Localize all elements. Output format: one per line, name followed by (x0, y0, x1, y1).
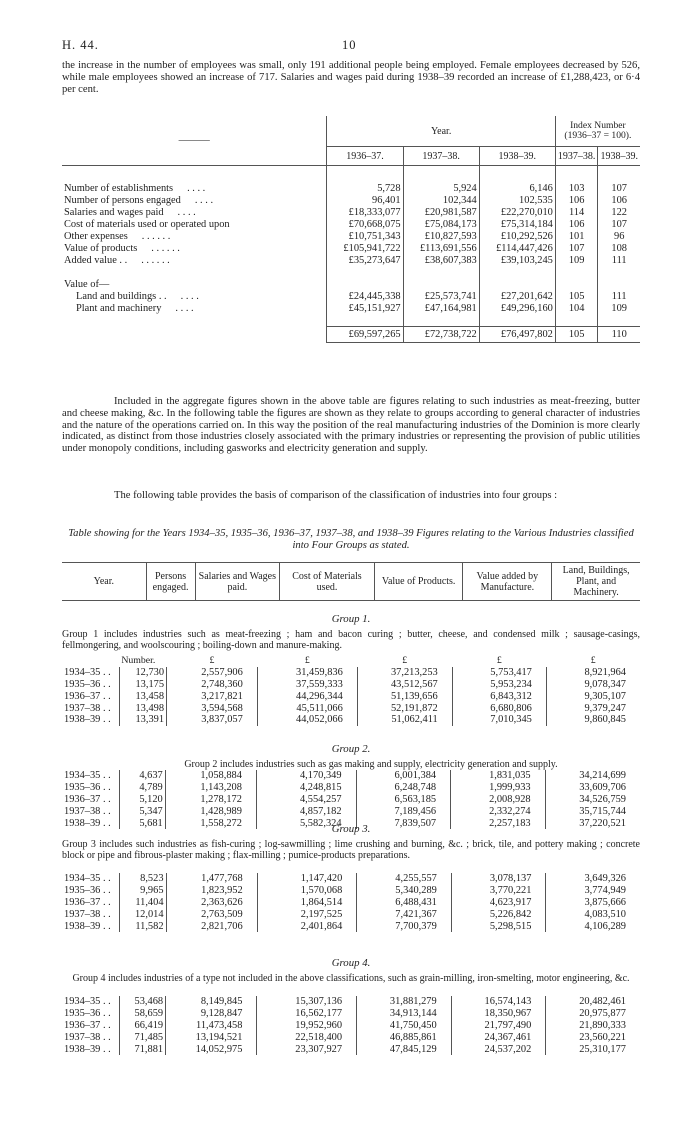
table-cell: 101 (555, 230, 598, 242)
table-cell: £24,445,338 (327, 290, 403, 302)
table-cell: 45,511,066 (257, 702, 357, 714)
year-cell: 1934–35 . . (64, 667, 111, 679)
group-2-description: Group 2 includes industries such as gas making and supply, electricity generation and supply. (184, 759, 558, 770)
table-cell: 102,344 (403, 194, 479, 206)
table-caption: Table showing for the Years 1934–35, 1935–36, 1936–37, 1937–38, and 1938–39 Figures relating to the Various Industries classified into Four Groups as stated. (68, 528, 634, 551)
table-cell: 33,609,706 (545, 782, 640, 794)
col-index-1938-39: 1938–39. (598, 147, 640, 166)
table-cell: 9,305,107 (546, 690, 640, 702)
table-row (62, 1043, 640, 1055)
year-cell: 1937–38 . . (64, 908, 111, 920)
table-row (62, 885, 640, 897)
year-cell: 1938–39 . . (64, 817, 111, 829)
table-cell: £113,691,556 (403, 242, 479, 254)
table-cell: 9,860,845 (546, 714, 640, 726)
row-leader-dots: . . . . . . (141, 230, 171, 242)
table-cell: 122 (598, 206, 640, 218)
row-leader-dots: . . . . (187, 182, 206, 194)
table-cell: 24,367,461 (451, 1031, 546, 1043)
table-cell: 2,197,525 (257, 908, 357, 920)
table-cell: 3,875,666 (546, 897, 640, 909)
table-cell: 6,680,806 (452, 702, 546, 714)
table-cell: 6,843,312 (452, 690, 546, 702)
table-cell: £49,296,160 (479, 302, 555, 314)
total-1938-39: £76,497,802 (479, 327, 555, 343)
table-cell: 5,753,417 (452, 667, 546, 679)
table-cell: £10,751,343 (327, 230, 403, 242)
year-cell: 1936–37 . . (64, 793, 111, 805)
unit-label: £ (496, 655, 502, 667)
table-row (62, 206, 640, 218)
table-cell: 7,010,345 (452, 714, 546, 726)
table-cell: 51,139,656 (357, 690, 452, 702)
group-4-table (62, 996, 640, 1055)
year-cell: 1937–38 . . (64, 702, 111, 714)
year-cell: 1934–35 . . (64, 770, 111, 782)
row-leader-dots: . . . . . . (151, 242, 180, 254)
table-cell: 3,594,568 (167, 702, 258, 714)
total-row (62, 327, 640, 343)
table-cell: 35,715,744 (545, 805, 640, 817)
group-1-table (62, 655, 640, 726)
table-cell: 34,526,759 (545, 794, 640, 806)
year-cell: 1935–36 . . (64, 678, 111, 690)
table-cell: 4,789 (119, 782, 165, 794)
table-cell: 51,062,411 (357, 714, 452, 726)
table-row (62, 897, 640, 909)
table-cell: £10,292,526 (479, 230, 555, 242)
year-cell: 1935–36 . . (64, 1008, 111, 1020)
row-leader-dots: . . . . (180, 290, 199, 302)
year-cell: 1934–35 . . (64, 996, 111, 1008)
table-cell: 5,226,842 (451, 908, 546, 920)
table-row (62, 290, 640, 302)
table-cell: 5,924 (403, 182, 479, 194)
table-cell: 47,845,129 (357, 1043, 452, 1055)
explanation-paragraph: Included in the aggregate figures shown in the above table are figures relating to such industries as meat-freezing, butter and cheese making, &c. In the following table the figures are shown as they relate to groups according to general character of industries and the nature of the operations carried on. In this way the position of the real manufacturing industries of the Dominion is more clearly indicated, as distinct from those industries closely associated with the primary industries or representing the provision of public utilities under monopoly conditions, including gasworks and electricity generation and supply. (62, 396, 640, 455)
table-row (62, 782, 640, 794)
table-cell: 3,774,949 (546, 885, 640, 897)
table-cell: 21,797,490 (451, 1020, 546, 1032)
table-cell: 2,257,183 (451, 817, 546, 829)
row-leader-dots: . . . . (175, 302, 194, 314)
table-cell: £114,447,426 (479, 242, 555, 254)
col-1937-38: 1937–38. (403, 147, 479, 166)
total-1937-38: £72,738,722 (403, 327, 479, 343)
table-cell: 108 (598, 242, 640, 254)
table-cell: 31,459,836 (257, 667, 357, 679)
table-cell: 1,999,933 (451, 782, 546, 794)
table-row (62, 679, 640, 691)
table-cell: 107 (598, 182, 640, 194)
table-row (62, 690, 640, 702)
table-cell: 5,340,289 (357, 885, 452, 897)
head-persons: Persons engaged. (146, 563, 195, 601)
table-cell: 6,146 (479, 182, 555, 194)
total-index-1938-39: 110 (598, 327, 640, 343)
row-label (62, 218, 327, 230)
table-cell: 5,728 (327, 182, 403, 194)
table-cell: 58,659 (119, 1008, 165, 1020)
row-label (62, 290, 327, 302)
group-table-header (62, 562, 640, 601)
table-cell: 8,149,845 (166, 996, 257, 1008)
summary-table: ——— Year. Index Number (1936–37 = 100). 1936–37. 1937–38. 1938–39. 1937–38. 1938–39. Number of establishments . . . . 5,728 5,924 6,146 103 107 Number of persons engaged . . . . 96,401 102,344 102,535 106 106 Salaries and wages paid . . . . £18,333,077 £20,981,587 £22,270,010 114 122 Cost of materials used or operated upon £70,668,075 £75,084,173 £75,314,184 106 107 Other expenses . . . . . . £10,751,343 £10,827,593 £10,292,526 101 96 Value of products . . . . . . £105,941,722 £113,691,556 £114,447,426 107 108 Added value . . . . . . . . £35,273,647 £38,607,383 £39,103,245 109 111 Value of— Land and buildings . . . . . . £24,445,338 £25,573,741 £27,201,642 105 111 Plant and machinery . . . . £45,151,927 £47,164,981 £49,296,160 104 109 £69,597,265 £72,738,722 £76,497,802 105 110 (62, 116, 640, 343)
table-cell: 1,278,172 (165, 794, 256, 806)
table-row (62, 194, 640, 206)
table-row (62, 254, 640, 266)
table-cell: 11,473,458 (166, 1020, 257, 1032)
table-cell: 107 (598, 218, 640, 230)
table-row (62, 182, 640, 194)
page-number: 10 (342, 38, 357, 52)
index-header: Index Number (1936–37 = 100). (555, 116, 640, 147)
unit-label: £ (304, 655, 310, 667)
year-cell: 1934–35 . . (64, 873, 111, 885)
table-cell: £38,607,383 (403, 254, 479, 266)
table-cell: 44,296,344 (257, 690, 357, 702)
year-cell: 1937–38 . . (64, 805, 111, 817)
table-cell: 2,401,864 (257, 920, 357, 932)
table-cell: 4,255,557 (357, 873, 452, 885)
year-cell: 1935–36 . . (64, 885, 111, 897)
table-cell: £105,941,722 (327, 242, 403, 254)
group-3-title: Group 3. (331, 823, 371, 835)
table-cell: 19,952,960 (257, 1020, 357, 1032)
table-cell: 9,965 (119, 885, 166, 897)
table-cell: 7,189,456 (356, 805, 451, 817)
table-cell: £75,314,184 (479, 218, 555, 230)
table-cell: 1,558,272 (165, 817, 256, 829)
table-cell: £22,270,010 (479, 206, 555, 218)
col-1936-37: 1936–37. (327, 147, 403, 166)
table-cell: 3,217,821 (167, 690, 258, 702)
table-cell: 1,143,208 (165, 782, 256, 794)
table-cell: 4,248,815 (256, 782, 356, 794)
table-cell: 6,248,748 (356, 782, 451, 794)
table-cell: 16,562,177 (257, 1008, 357, 1020)
table-cell: 31,881,279 (357, 996, 452, 1008)
table-cell: 7,839,507 (356, 817, 451, 829)
table-cell: 2,363,626 (166, 897, 257, 909)
table-row (62, 667, 640, 679)
table-cell: 46,885,861 (357, 1031, 452, 1043)
table-cell: 109 (598, 302, 640, 314)
table-cell: 15,307,136 (257, 996, 357, 1008)
unit-label: £ (402, 655, 408, 667)
row-label (62, 302, 327, 314)
group-3-description: Group 3 includes such industries as fish-curing ; log-sawmilling ; lime crushing and burning, &c. ; brick, tile, and pottery making ; concrete block or pipe and fibrous-plaster making ; flax-milling ; pumice-products preparations. (62, 839, 640, 862)
head-year: Year. (62, 563, 146, 601)
table-cell: 4,554,257 (256, 794, 356, 806)
table-row (62, 996, 640, 1008)
table-cell: 3,649,326 (546, 873, 640, 885)
table-cell: 12,014 (119, 908, 166, 920)
table-cell: 1,477,768 (166, 873, 257, 885)
row-label (62, 194, 327, 206)
row-leader-dots: . . . . (177, 206, 196, 218)
table-cell: 12,730 (119, 667, 166, 679)
year-header: Year. (327, 116, 555, 147)
group-1-description: Group 1 includes industries such as meat-freezing ; ham and bacon curing ; butter, cheese, and condensed milk ; sausage-casings, fellmongering, and woolscouring ; boiling-down and manure-making. (62, 629, 640, 652)
table-cell: 8,921,964 (546, 667, 640, 679)
year-cell: 1938–39 . . (64, 714, 111, 726)
table-cell: 53,468 (119, 996, 165, 1008)
group-4-description: Group 4 includes industries of a type not included in the above classifications, such as grain-milling, iron-smelting, motor engineering, &c. (72, 973, 630, 984)
table-cell: 21,890,333 (546, 1020, 640, 1032)
table-cell: 22,518,400 (257, 1031, 357, 1043)
document-reference: H. 44. (62, 38, 99, 52)
table-row (62, 242, 640, 254)
table-cell: 2,557,906 (167, 667, 258, 679)
table-cell: 1,147,420 (257, 873, 357, 885)
table-cell: 5,681 (119, 817, 165, 829)
table-cell: £20,981,587 (403, 206, 479, 218)
head-land: Land, Buildings, Plant, and Machinery. (552, 563, 640, 601)
table-cell: 102,535 (479, 194, 555, 206)
year-cell: 1936–37 . . (64, 1019, 111, 1031)
table-cell: 11,582 (119, 920, 166, 932)
head-added: Value added by Manufacture. (463, 563, 552, 601)
table-cell: 5,120 (119, 794, 165, 806)
table-cell: 106 (555, 194, 598, 206)
table-cell: 3,770,221 (451, 885, 546, 897)
table-cell: 109 (555, 254, 598, 266)
row-label-text: Number of persons engaged (64, 194, 181, 206)
row-label-text: Salaries and wages paid (64, 206, 164, 218)
table-cell: 106 (598, 194, 640, 206)
table-cell: 18,350,967 (451, 1008, 546, 1020)
table-row (62, 873, 640, 885)
table-row (62, 805, 640, 817)
comparison-paragraph: The following table provides the basis of comparison of the classification of industries into four groups : (114, 490, 558, 501)
year-cell: 1938–39 . . (64, 920, 111, 932)
table-cell: 1,823,952 (166, 885, 257, 897)
table-cell: 5,582,324 (256, 817, 356, 829)
row-label-text: Other expenses (64, 230, 128, 242)
table-cell: 16,574,143 (451, 996, 546, 1008)
table-cell: 5,347 (119, 805, 165, 817)
table-cell: 105 (555, 290, 598, 302)
col-index-1937-38: 1937–38. (555, 147, 598, 166)
year-cell: 1935–36 . . (64, 782, 111, 794)
table-cell: £27,201,642 (479, 290, 555, 302)
year-cell: 1938–39 . . (64, 1043, 111, 1055)
table-cell: 2,008,928 (451, 794, 546, 806)
table-row (62, 714, 640, 726)
row-label (62, 230, 327, 242)
table-cell: £35,273,647 (327, 254, 403, 266)
table-cell: 6,488,431 (357, 897, 452, 909)
table-cell: 2,332,274 (451, 805, 546, 817)
table-cell: 20,482,461 (546, 996, 640, 1008)
row-label (62, 254, 327, 266)
unit-label: Number. (121, 655, 156, 667)
year-cell: 1937–38 . . (64, 1031, 111, 1043)
table-cell: 7,700,379 (357, 920, 452, 932)
table-cell: 34,913,144 (357, 1008, 452, 1020)
table-cell: 107 (555, 242, 598, 254)
table-row (62, 230, 640, 242)
table-cell: 96 (598, 230, 640, 242)
table-row (62, 1020, 640, 1032)
table-cell: 71,881 (119, 1043, 165, 1055)
table-cell: 41,750,450 (357, 1020, 452, 1032)
table-cell: 43,512,567 (357, 679, 452, 691)
table-cell: 20,975,877 (546, 1008, 640, 1020)
table-cell: 34,214,699 (545, 770, 640, 782)
table-cell: 9,078,347 (546, 679, 640, 691)
col-1938-39: 1938–39. (479, 147, 555, 166)
table-cell: 13,498 (119, 702, 166, 714)
table-cell: 13,175 (119, 679, 166, 691)
group-3-table (62, 873, 640, 932)
table-cell: 3,837,057 (167, 714, 258, 726)
group-4-title: Group 4. (331, 957, 371, 969)
table-cell: 23,307,927 (257, 1043, 357, 1055)
group-2-table (62, 770, 640, 829)
units-row (62, 655, 640, 667)
table-cell: 1,864,514 (257, 897, 357, 909)
group-2-title: Group 2. (331, 743, 371, 755)
table-cell: 1,428,989 (165, 805, 256, 817)
row-label-text: Value of products (64, 242, 138, 254)
table-cell: 71,485 (119, 1031, 165, 1043)
table-cell: 52,191,872 (357, 702, 452, 714)
table-cell: 1,570,068 (257, 885, 357, 897)
table-cell: 6,563,185 (356, 794, 451, 806)
table-row (62, 1008, 640, 1020)
table-cell: £75,084,173 (403, 218, 479, 230)
table-cell: 44,052,066 (257, 714, 357, 726)
table-cell: 6,001,384 (356, 770, 451, 782)
table-cell: 2,821,706 (166, 920, 257, 932)
table-cell: 5,953,234 (452, 679, 546, 691)
table-cell: 9,128,847 (166, 1008, 257, 1020)
table-row (62, 920, 640, 932)
head-salaries: Salaries and Wages paid. (195, 563, 280, 601)
table-cell: 1,831,035 (451, 770, 546, 782)
row-label (62, 206, 327, 218)
unit-label: £ (209, 655, 215, 667)
table-row (62, 908, 640, 920)
value-of-label: Value of— (64, 278, 110, 290)
table-cell: 13,391 (119, 714, 166, 726)
table-cell: £70,668,075 (327, 218, 403, 230)
table-cell: 111 (598, 290, 640, 302)
table-cell: 103 (555, 182, 598, 194)
table-row (62, 302, 640, 314)
table-row (62, 218, 640, 230)
table-cell: 8,523 (119, 873, 166, 885)
table-cell: 114 (555, 206, 598, 218)
table-cell: 2,748,360 (167, 679, 258, 691)
row-label-text: Cost of materials used or operated upon (64, 218, 230, 230)
table-cell: 66,419 (119, 1020, 165, 1032)
row-label (62, 242, 327, 254)
row-leader-dots: . . . . (194, 194, 214, 206)
table-row (62, 1031, 640, 1043)
table-cell: £18,333,077 (327, 206, 403, 218)
table-cell: 4,623,917 (451, 897, 546, 909)
table-cell: 11,404 (119, 897, 166, 909)
intro-paragraph: the increase in the number of employees was small, only 191 additional people being employed. Female employees decreased by 526, while male employees showed an increase of 717. Salaries and wages paid during 1938–39 recorded an increase of £1,288,423, or 6·4 per cent. (62, 60, 640, 95)
row-leader-dots: . . . . . . (141, 254, 170, 266)
table-cell: 9,379,247 (546, 702, 640, 714)
table-cell: 2,763,509 (166, 908, 257, 920)
table-cell: 4,106,289 (546, 920, 640, 932)
table-cell: 96,401 (327, 194, 403, 206)
row-label-text: Plant and machinery (76, 302, 162, 314)
table-cell: 3,078,137 (451, 873, 546, 885)
table-cell: 37,220,521 (545, 817, 640, 829)
table-cell: 13,194,521 (166, 1031, 257, 1043)
table-cell: 106 (555, 218, 598, 230)
total-1936-37: £69,597,265 (327, 327, 403, 343)
head-products: Value of Products. (374, 563, 463, 601)
table-cell: 13,458 (119, 690, 166, 702)
table-cell: 14,052,975 (166, 1043, 257, 1055)
table-cell: 7,421,367 (357, 908, 452, 920)
table-cell: 4,857,182 (256, 805, 356, 817)
table-cell: 111 (598, 254, 640, 266)
table-row (62, 794, 640, 806)
table-cell: 5,298,515 (451, 920, 546, 932)
table-row (62, 770, 640, 782)
table-cell: 24,537,202 (451, 1043, 546, 1055)
table-row (62, 702, 640, 714)
table-cell: 23,560,221 (546, 1031, 640, 1043)
table-cell: 25,310,177 (546, 1043, 640, 1055)
unit-label: £ (590, 655, 596, 667)
group-1-title: Group 1. (331, 613, 371, 625)
table-cell: 4,170,349 (256, 770, 356, 782)
table-cell: £45,151,927 (327, 302, 403, 314)
table-cell: 4,637 (119, 770, 165, 782)
table-cell: £47,164,981 (403, 302, 479, 314)
year-cell: 1936–37 . . (64, 690, 111, 702)
row-label-text: Number of establishments (64, 182, 174, 194)
head-materials: Cost of Materials used. (280, 563, 375, 601)
table-cell: 37,559,333 (257, 679, 357, 691)
table-cell: 37,213,253 (357, 667, 452, 679)
table-cell: £39,103,245 (479, 254, 555, 266)
row-label-text: Added value . . (64, 254, 128, 266)
table-cell: £10,827,593 (403, 230, 479, 242)
table-cell: 104 (555, 302, 598, 314)
row-label (62, 182, 327, 194)
year-cell: 1936–37 . . (64, 896, 111, 908)
total-index-1937-38: 105 (555, 327, 598, 343)
table-cell: 4,083,510 (546, 908, 640, 920)
units-spacer (62, 655, 119, 667)
row-label-text: Land and buildings . . (76, 290, 167, 302)
table-cell: 1,058,884 (165, 770, 256, 782)
table-cell: £25,573,741 (403, 290, 479, 302)
